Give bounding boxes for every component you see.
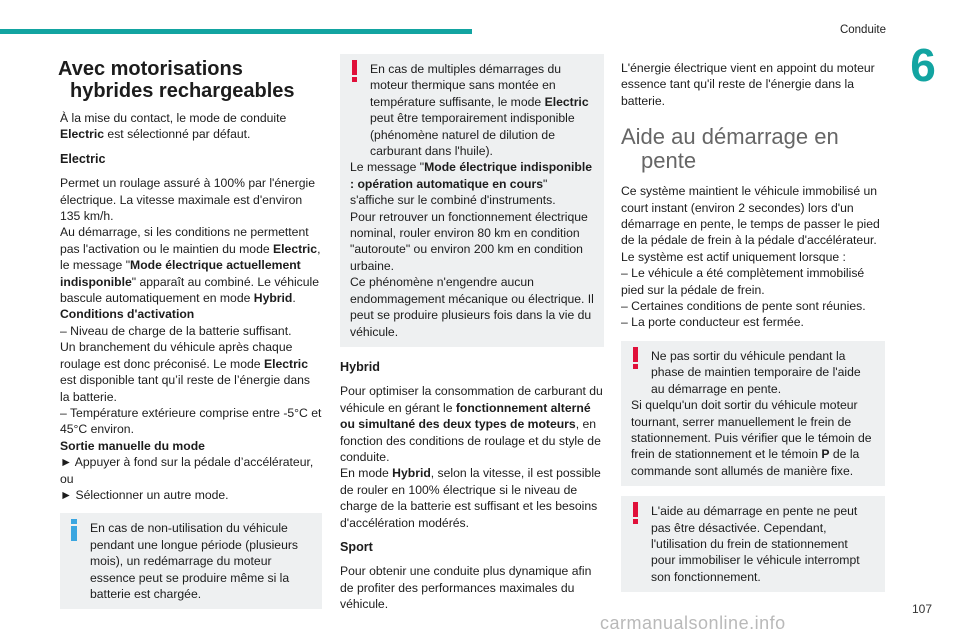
list-item: ► Sélectionner un autre mode. [60,487,229,502]
warning-text: L'aide au démarrage en pente ne peut pas être désactivée. Cependant, l'utilisation du frein de stationnement pour immobiliser le véhicule interrompt son fonctionnement. [651,504,860,584]
page-number: 107 [911,602,932,616]
warning-icon [628,347,642,369]
section-heading: Aide au démarrage en pente [621,124,839,174]
paragraph: Le système est actif uniquement lorsque : [621,249,846,264]
column-3 [621,60,885,602]
warning-icon [347,60,361,82]
paragraph: Permet un roulage assuré à 100% par l'énergie électrique. La vitesse maximale est d'environ 135 km/h. [60,176,316,224]
list-item: – Température extérieure comprise entre -5°C et 45°C environ. [60,405,322,437]
paragraph: Pour optimiser la consommation de carburant du véhicule en gérant le fonctionnement alterné ou simultané des deux types de moteurs, en fonction des conditions de roulage et du style de conduite. [340,384,603,464]
subheading-hybrid: Hybrid [340,359,380,374]
watermark: carmanualsonline.info [600,613,786,633]
paragraph: Un branchement du véhicule après chaque roulage est donc préconisé. Le mode Electric est disponible tant qu’il reste de l’énergie dans la batterie. [60,340,311,404]
column-1 [60,54,322,619]
paragraph: Ce système maintient le véhicule immobilisé un court instant (environ 2 secondes) lors d'un démarrage en pente, le temps de passer le pied de la pédale de frein à la pédale d'accélérateur. [621,184,880,248]
info-box [60,513,322,609]
paragraph: Au démarrage, si les conditions ne permettent pas l'activation ou le maintien du mode Electric, le message "Mode électrique actuellement indisponible" apparaît au combiné. Le véhicule bascule automatiquement en mode Hybrid. [60,225,321,306]
info-icon [67,519,81,541]
conditions-title: Conditions d'activation [60,307,195,322]
list-item: – Le véhicule a été complètement immobilisé pied sur la pédale de frein. [621,266,865,297]
warning-box [621,341,885,486]
list-item: ► Appuyer à fond sur la pédale d’accélérateur, ou [60,455,314,486]
paragraph: En mode Hybrid, selon la vitesse, il est possible de rouler en 100% électrique si le niveau de charge de la batterie est suffisant et les besoins d'accélération modérés. [340,466,601,530]
intro-paragraph: À la mise du contact, le mode de conduite Electric est sélectionné par défaut. [60,111,287,142]
section-heading: Avec motorisations hybrides rechargeables [58,58,295,102]
list-item: – Certaines conditions de pente sont réunies. [621,299,866,314]
subheading-sport: Sport [340,539,373,554]
warning-text: Ne pas sortir du véhicule pendant la phase de maintien temporaire de l'aide au démarrage en pente. [651,348,861,396]
column-2 [340,54,604,613]
list-item: – Niveau de charge de la batterie suffisant. [60,323,292,338]
warning-text: Si quelqu'un doit sortir du véhicule moteur tournant, serrer manuellement le frein de stationnement. Puis vérifier que le témoin de frein de stationnement et le témoin P de la commande sont allumés de manière fixe. [631,398,872,478]
list-item: – La porte conducteur est fermée. [621,315,804,330]
subheading-electric: Electric [60,151,106,166]
warning-text: Le message "Mode électrique indisponible : opération automatique en cours" s'affiche sur le combiné d'instruments. [350,160,593,208]
chapter-number: 6 [910,39,936,91]
info-text: En cas de non-utilisation du véhicule pendant une longue période (plusieurs mois), un redémarrage du moteur essence peut se produire même si la batterie est chargée. [90,521,299,601]
warning-text: Ce phénomène n'engendre aucun endommagement mécanique ou électrique. Il peut se produire plusieurs fois dans la vie du véhicule. [350,275,594,339]
paragraph: L'énergie électrique vient en appoint du moteur essence tant qu'il reste de l'énergie dans la batterie. [621,61,875,108]
header-accent-bar [0,29,472,34]
warning-box [340,54,604,347]
warning-text: Pour retrouver un fonctionnement électrique nominal, rouler environ 80 km en condition "autoroute" ou environ 200 km en condition urbaine. [350,209,588,273]
paragraph: Pour obtenir une conduite plus dynamique afin de profiter des performances maximales du véhicule. [340,564,592,612]
section-title: Conduite [839,24,886,36]
warning-icon [628,502,642,524]
exit-title: Sortie manuelle du mode [60,438,205,453]
warning-text: En cas de multiples démarrages du moteur thermique sans montée en température suffisante, le mode Electric peut être temporairement indisponible (phénomène naturel de dilution de carburant dans l'huile). [370,62,589,159]
warning-box [621,496,885,592]
